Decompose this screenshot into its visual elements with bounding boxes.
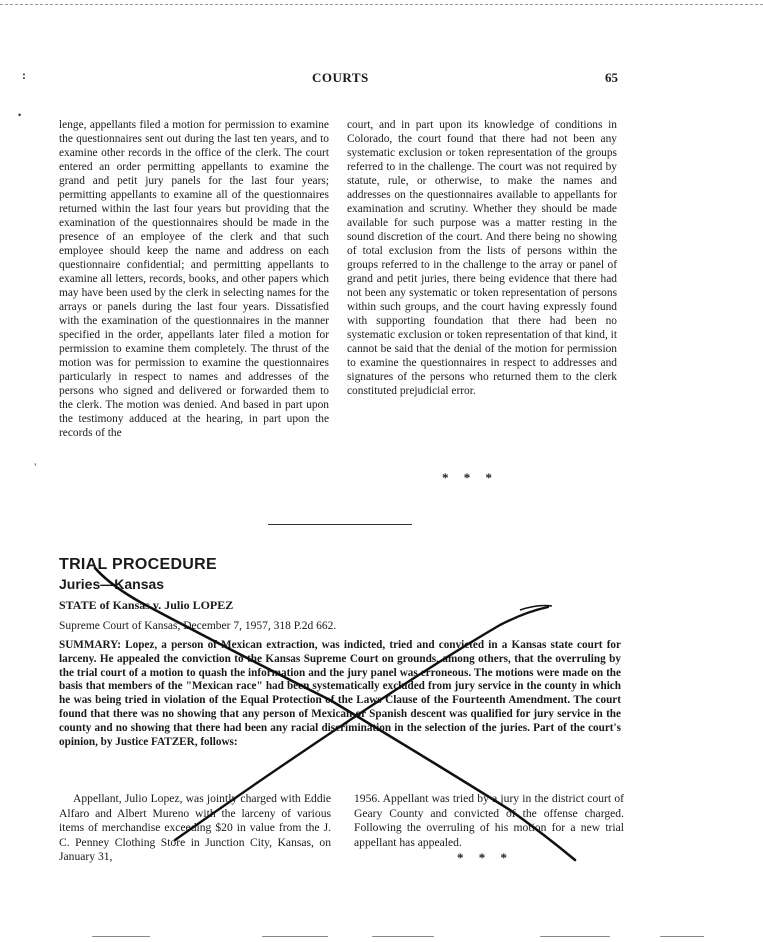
section-title: TRIAL PROCEDURE	[59, 556, 217, 573]
scan-artifact	[262, 936, 328, 937]
running-head: COURTS	[312, 70, 369, 85]
paragraph: court, and in part upon its knowledge of conditions in Colorado, the court found that there had not been any systematic exclusion or token representation of the groups referred to in the challenge. The court was not required by statute, rule, or otherwise, to make the names and addresses on the questionnaires available to appellants for examination and scrutiny. Whether they should be made available for such purpose was a matter resting in the sound discretion of the court. And there being no showing of total exclusion from the lists of persons within the groups referred to in the challenge to the array or panel of grand and petit juries, there being evidence that there had not been any systematic or token representation of persons within such groups, and the court having expressly found with supporting foundation that there had been no systematic exclusion or token representation of that kind, it cannot be said that the denial of the motion for permission to examine the questionnaires in respect to addresses and signatures of the persons who returned them to the clerk constituted prejudicial error.	[347, 119, 617, 397]
paragraph: 1956. Appellant was tried by a jury in the district court of Geary County and convicted of the offense charged. Following the overruling of his motion for a new trial appellant has appealed.	[354, 792, 624, 849]
right-column-text	[347, 118, 617, 398]
paragraph: lenge, appellants filed a motion for permission to examine the questionnaires sent out during the last ten years, and to examine other records in the office of the clerk. The court entered an order permitting appellants to examine the grand and petit jury panels for the last four years; permitting appellants to examine all of the questionnaires returned within the last four years but providing that the examination of the questionnaires should be made in the presence of an employee of the clerk and that such employee should keep the name and address on each questionnaire confidential; and permitting appellants to examine all letters, records, books, and other papers which may have been used by the clerk in selecting names for the arrays or panels during the last four years. Dissatisfied with the examination of the questionnaires in the manner specified in the order, appellants later filed a motion for permission to examine them completely. The thrust of the motion was for permission to examine the questionnaires particularly in respect to names and addresses of the persons who signed and delivered or forwarded them to the clerk. The motion was denied. And based in part upon the testimony adduced at the hearing, in part upon the records of the	[59, 119, 329, 439]
opinion-break-dots: * * *	[457, 850, 513, 865]
page-number: 65	[605, 70, 618, 85]
scan-artifact	[92, 936, 150, 937]
scan-artifact	[540, 936, 610, 937]
scan-artifact	[372, 936, 434, 937]
section-subtitle: Juries—Kansas	[59, 576, 165, 592]
paragraph: Appellant, Julio Lopez, was jointly charged with Eddie Alfaro and Albert Mureno with the larceny of various items of merchandise exceeding $20 in value from the J. C. Penney Clothing Store in Junction City, Kansas, on January 31,	[59, 792, 331, 864]
top-scan-edge	[0, 4, 763, 5]
case-name: STATE of Kansas v. Julio LOPEZ	[59, 598, 234, 612]
summary-text: SUMMARY: Lopez, a person of Mexican extraction, was indicted, tried and convicted in a Kansas state court for larceny. He appealed the conviction to the Kansas Supreme Court on grounds, among others, that the overruling by the trial court of a motion to quash the information and the jury panel was erroneous. The motions were made on the basis that members of the "Mexican race" had been systematically excluded from jury service in the county in which he was being tried in violation of the Equal Protection of the Laws Clause of the Fourteenth Amendment. The court found that there was no showing that any person of Mexican or Spanish descent was qualified for jury service in the county and no showing that there had been any racial discrimination in the selection of the juries. Part of the court's opinion, by Justice FATZER, follows:	[59, 639, 621, 748]
opinion-right-column	[354, 792, 624, 850]
margin-mark: :	[22, 68, 26, 82]
margin-mark: •	[18, 110, 22, 120]
left-column-text	[59, 118, 329, 440]
scan-artifact	[660, 936, 704, 937]
margin-mark: '	[34, 462, 37, 472]
opinion-left-column	[59, 792, 331, 865]
section-divider	[268, 524, 412, 525]
case-summary	[59, 639, 621, 749]
section-break-dots: * * *	[442, 470, 498, 485]
case-citation: Supreme Court of Kansas, December 7, 1957, 318 P.2d 662.	[59, 620, 337, 632]
